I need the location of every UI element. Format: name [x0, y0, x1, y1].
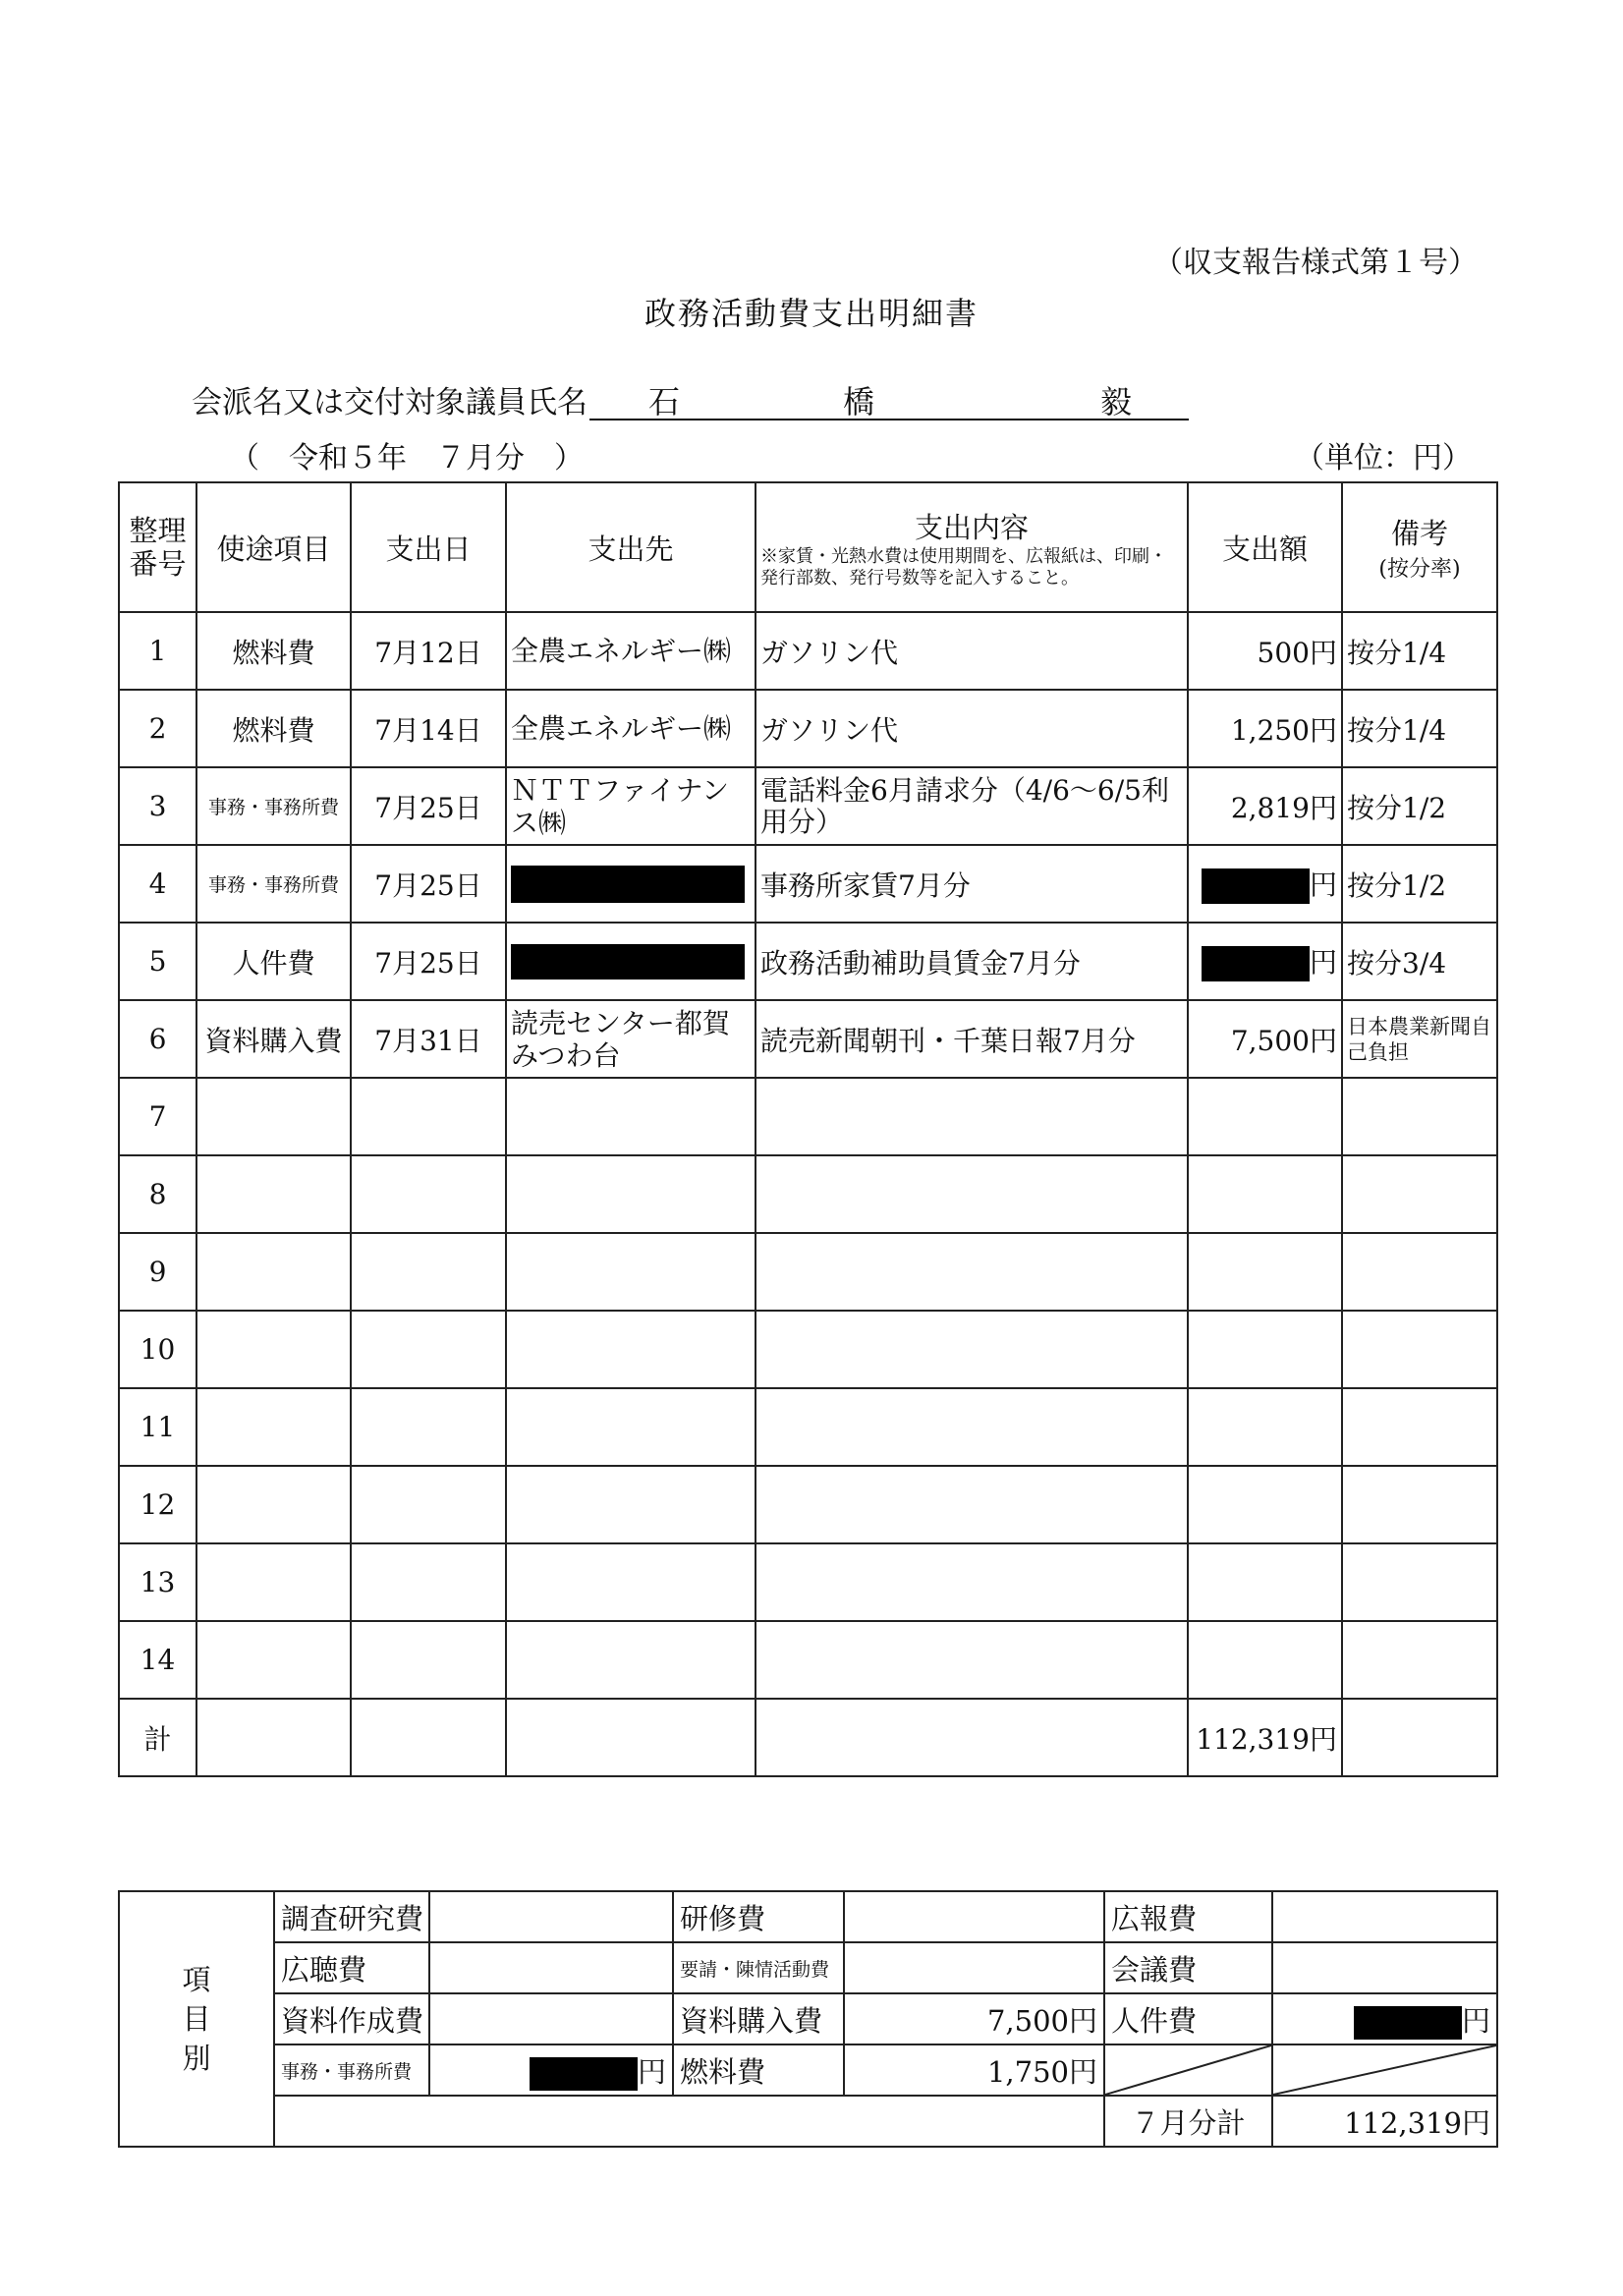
row-remarks: 日本農業新聞自己負担 [1342, 1000, 1497, 1078]
row-date: 7月25日 [351, 767, 506, 845]
row-no: 14 [119, 1621, 196, 1699]
empty-cell [351, 1078, 506, 1155]
empty-cell [351, 1311, 506, 1388]
empty-cell [1342, 1078, 1497, 1155]
row-date: 7月12日 [351, 612, 506, 690]
empty-cell [1342, 1233, 1497, 1311]
empty-cell [1342, 1621, 1497, 1699]
row-no: 2 [119, 690, 196, 767]
row-content: 政務活動補助員賃金7月分 [756, 923, 1188, 1000]
summary-value [429, 2044, 673, 2096]
empty-cell [1188, 1388, 1342, 1466]
row-remarks: 按分1/2 [1342, 845, 1497, 923]
empty-cell [196, 1699, 351, 1776]
row-content: ガソリン代 [756, 612, 1188, 690]
col-content [756, 482, 1188, 612]
col-remarks [1342, 482, 1497, 612]
row-remarks: 按分3/4 [1342, 923, 1497, 1000]
total-row [119, 1699, 1497, 1776]
col-content-title: 支出内容 [914, 510, 1029, 544]
empty-cell [756, 1621, 1188, 1699]
amount-unit: 円 [1309, 945, 1337, 979]
row-no: 5 [119, 923, 196, 1000]
row-no: 7 [119, 1078, 196, 1155]
col-remarks-sub: (按分率) [1378, 557, 1461, 582]
table-row [119, 923, 1497, 1000]
empty-cell [1342, 1155, 1497, 1233]
diagonal-line [1273, 2045, 1496, 2095]
empty-cell [351, 1388, 506, 1466]
table-row [119, 690, 1497, 767]
month-total-value: 112,319円 [1272, 2096, 1497, 2147]
form-number: （収支報告様式第１号） [1153, 246, 1478, 280]
row-payee: 全農エネルギー㈱ [506, 690, 756, 767]
table-row [119, 1388, 1497, 1466]
col-remarks-title: 備考 [1390, 517, 1448, 550]
summary-label: 人件費 [1104, 1993, 1272, 2044]
redaction-block [530, 2057, 638, 2091]
empty-cell [756, 1155, 1188, 1233]
redaction-block [1202, 868, 1310, 904]
empty-cell [196, 1621, 351, 1699]
empty-cell [196, 1233, 351, 1311]
summary-value [844, 1891, 1104, 1942]
row-no: 8 [119, 1155, 196, 1233]
empty-cell [196, 1543, 351, 1621]
empty-cell [196, 1155, 351, 1233]
row-category: 事務・事務所費 [196, 767, 351, 845]
col-date: 支出日 [351, 482, 506, 612]
table-row [119, 1155, 1497, 1233]
row-no: 6 [119, 1000, 196, 1078]
summary-label: 調査研究費 [274, 1891, 429, 1942]
row-remarks: 按分1/4 [1342, 690, 1497, 767]
empty-cell [351, 1699, 506, 1776]
row-category: 資料購入費 [196, 1000, 351, 1078]
table-row [119, 1000, 1497, 1078]
table-row [119, 1078, 1497, 1155]
name-char-2: 橋 [843, 383, 875, 420]
empty-cell [351, 1621, 506, 1699]
empty-cell [756, 1311, 1188, 1388]
summary-label: 事務・事務所費 [274, 2044, 429, 2096]
summary-side-label: 項 目 別 [119, 1891, 274, 2147]
row-date: 7月25日 [351, 845, 506, 923]
empty-cell [756, 1078, 1188, 1155]
empty-cell [1342, 1699, 1497, 1776]
row-remarks: 按分1/4 [1342, 612, 1497, 690]
empty-cell [1188, 1233, 1342, 1311]
table-header-row [119, 482, 1497, 612]
table-row [119, 1233, 1497, 1311]
summary-row [119, 1942, 1497, 1993]
row-content: 電話料金6月請求分（4/6～6/5利用分） [756, 767, 1188, 845]
row-amount: 1,250円 [1188, 690, 1342, 767]
table-row [119, 1466, 1497, 1543]
empty-cell [756, 1233, 1188, 1311]
redaction-block [1202, 946, 1310, 981]
empty-cell [506, 1311, 756, 1388]
row-date: 7月14日 [351, 690, 506, 767]
row-remarks: 按分1/2 [1342, 767, 1497, 845]
empty-cell [756, 1699, 1188, 1776]
row-no: 10 [119, 1311, 196, 1388]
empty-cell [756, 1466, 1188, 1543]
summary-value [429, 1993, 673, 2044]
total-label: 計 [119, 1699, 196, 1776]
summary-value [844, 1942, 1104, 1993]
row-date: 7月31日 [351, 1000, 506, 1078]
row-no: 3 [119, 767, 196, 845]
row-category: 人件費 [196, 923, 351, 1000]
col-amount: 支出額 [1188, 482, 1342, 612]
row-category: 燃料費 [196, 690, 351, 767]
summary-row [119, 1993, 1497, 2044]
empty-cell [196, 1388, 351, 1466]
name-value [589, 377, 1189, 420]
row-amount: 2,819円 [1188, 767, 1342, 845]
empty-cell [196, 1466, 351, 1543]
unit-label: （単位：円） [1295, 441, 1472, 476]
summary-value: 7,500円 [844, 1993, 1104, 2044]
empty-cell [506, 1155, 756, 1233]
empty-cell [1188, 1311, 1342, 1388]
month-total-label: ７月分計 [1104, 2096, 1272, 2147]
empty-cell [1188, 1466, 1342, 1543]
row-no: 12 [119, 1466, 196, 1543]
empty-cell [1342, 1311, 1497, 1388]
table-row [119, 1621, 1497, 1699]
category-summary-table [118, 1890, 1498, 2148]
empty-cell [756, 1543, 1188, 1621]
table-row [119, 845, 1497, 923]
empty-cell [351, 1543, 506, 1621]
summary-label: 燃料費 [673, 2044, 844, 2096]
empty-cell [506, 1233, 756, 1311]
empty-cell [506, 1543, 756, 1621]
name-char-3: 毅 [1100, 383, 1133, 420]
table-row [119, 767, 1497, 845]
row-no: 4 [119, 845, 196, 923]
row-content: ガソリン代 [756, 690, 1188, 767]
summary-value [429, 1891, 673, 1942]
summary-value [1272, 1942, 1497, 1993]
empty-cell [506, 1621, 756, 1699]
empty-cell [506, 1078, 756, 1155]
col-no: 整理 番号 [119, 482, 196, 612]
summary-value [1272, 1993, 1497, 2044]
expense-table [118, 481, 1498, 1777]
empty-cell [351, 1155, 506, 1233]
document-title: 政務活動費支出明細書 [644, 295, 979, 332]
name-label: 会派名又は交付対象議員氏名 [192, 385, 588, 420]
diagonal-cell [1104, 2044, 1272, 2096]
summary-row [119, 1891, 1497, 1942]
summary-total-row [119, 2096, 1497, 2147]
row-payee [506, 845, 756, 923]
redaction-block [511, 866, 745, 903]
diagonal-line [1105, 2045, 1271, 2095]
empty-cell [756, 1388, 1188, 1466]
amount-unit: 円 [637, 2054, 666, 2089]
row-category: 燃料費 [196, 612, 351, 690]
empty-cell [274, 2096, 1104, 2147]
row-no: 1 [119, 612, 196, 690]
row-payee: 全農エネルギー㈱ [506, 612, 756, 690]
total-amount: 112,319円 [1188, 1699, 1342, 1776]
empty-cell [1188, 1543, 1342, 1621]
table-row [119, 1543, 1497, 1621]
table-row [119, 1311, 1497, 1388]
row-no: 13 [119, 1543, 196, 1621]
name-line [192, 377, 1133, 421]
empty-cell [506, 1388, 756, 1466]
row-date: 7月25日 [351, 923, 506, 1000]
amount-unit: 円 [1309, 868, 1337, 901]
row-payee [506, 923, 756, 1000]
row-amount [1188, 923, 1342, 1000]
col-category: 使途項目 [196, 482, 351, 612]
summary-label: 会議費 [1104, 1942, 1272, 1993]
row-amount: 500円 [1188, 612, 1342, 690]
name-char-1: 石 [648, 383, 681, 420]
row-no: 9 [119, 1233, 196, 1311]
row-no: 11 [119, 1388, 196, 1466]
summary-label: 広報費 [1104, 1891, 1272, 1942]
empty-cell [506, 1466, 756, 1543]
empty-cell [351, 1466, 506, 1543]
row-payee: 読売センター都賀みつわ台 [506, 1000, 756, 1078]
row-amount: 7,500円 [1188, 1000, 1342, 1078]
summary-value: 1,750円 [844, 2044, 1104, 2096]
empty-cell [1342, 1543, 1497, 1621]
summary-label: 研修費 [673, 1891, 844, 1942]
row-content: 読売新聞朝刊・千葉日報7月分 [756, 1000, 1188, 1078]
diagonal-cell [1272, 2044, 1497, 2096]
summary-label: 広聴費 [274, 1942, 429, 1993]
amount-unit: 円 [1461, 2003, 1490, 2038]
redaction-block [1354, 2006, 1462, 2040]
empty-cell [196, 1311, 351, 1388]
empty-cell [1188, 1155, 1342, 1233]
summary-row [119, 2044, 1497, 2096]
empty-cell [1188, 1078, 1342, 1155]
period: （ 令和５年 ７月分 ） [230, 441, 584, 476]
empty-cell [506, 1699, 756, 1776]
col-content-note: ※家賃・光熱水費は使用期間を、広報紙は、印刷・発行部数、発行号数等を記入すること。 [760, 545, 1167, 588]
row-content: 事務所家賃7月分 [756, 845, 1188, 923]
summary-label: 資料作成費 [274, 1993, 429, 2044]
row-category: 事務・事務所費 [196, 845, 351, 923]
col-payee: 支出先 [506, 482, 756, 612]
redaction-block [511, 944, 745, 980]
row-payee: ＮＴＴファイナンス㈱ [506, 767, 756, 845]
row-amount [1188, 845, 1342, 923]
summary-label: 資料購入費 [673, 1993, 844, 2044]
summary-value [1272, 1891, 1497, 1942]
empty-cell [351, 1233, 506, 1311]
table-row [119, 612, 1497, 690]
empty-cell [1342, 1388, 1497, 1466]
empty-cell [196, 1078, 351, 1155]
empty-cell [1342, 1466, 1497, 1543]
empty-cell [1188, 1621, 1342, 1699]
summary-value [429, 1942, 673, 1993]
summary-label: 要請・陳情活動費 [673, 1942, 844, 1993]
